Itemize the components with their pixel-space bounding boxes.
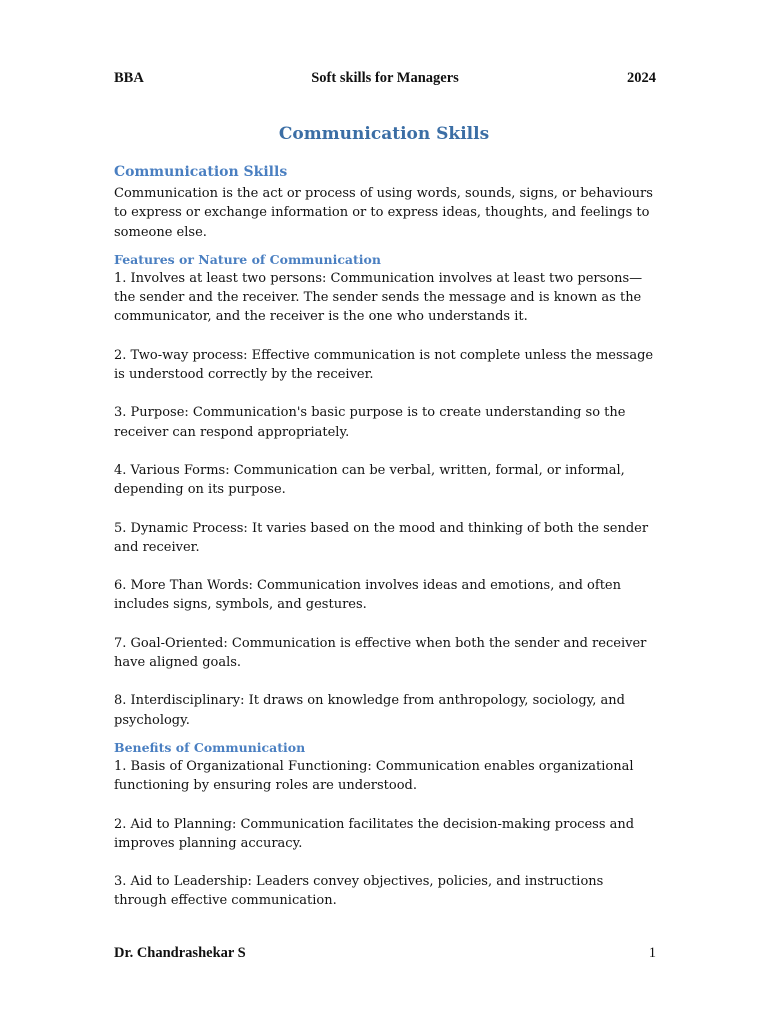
feature-item: 6. More Than Words: Communication involves ideas and emotions, and often includes signs, symbols, and gestures. — [114, 578, 621, 613]
intro-heading: Communication Skills — [114, 164, 288, 180]
header-subject: Soft skills for Managers — [311, 70, 459, 86]
benefits-heading: Benefits of Communication — [114, 739, 306, 755]
feature-item: 5. Dynamic Process: It varies based on the mood and thinking of both the sender and receiver. — [114, 520, 649, 555]
intro-paragraph: Communication is the act or process of using words, sounds, signs, or behaviours to express or exchange information or to express ideas, thoughts, and feelings to someone else. — [114, 186, 653, 240]
feature-item: 8. Interdisciplinary: It draws on knowledge from anthropology, sociology, and psychology. — [114, 693, 625, 728]
feature-item: 4. Various Forms: Communication can be verbal, written, formal, or informal, depending on its purpose. — [114, 462, 625, 498]
header-year: 2024 — [627, 70, 656, 86]
running-footer — [114, 945, 656, 962]
feature-item: 2. Two-way process: Effective communication is not complete unless the message is understood correctly by the receiver. — [114, 347, 654, 383]
running-header — [114, 70, 656, 87]
footer-author: Dr. Chandrashekar S — [114, 945, 246, 961]
document-body — [114, 163, 656, 911]
document-title: Communication Skills — [278, 124, 490, 144]
benefit-item: 1. Basis of Organizational Functioning: Communication enables organizational functioning by ensuring roles are understood. — [114, 758, 634, 794]
feature-item: 1. Involves at least two persons: Communication involves at least two persons—the sender and the receiver. The sender sends the message and is known as the communicator, and the receiver is the one who understands it. — [114, 270, 643, 325]
benefit-item: 2. Aid to Planning: Communication facilitates the decision-making process and improves planning accuracy. — [114, 816, 635, 851]
features-heading: Features or Nature of Communication — [114, 251, 381, 267]
benefits-list — [114, 757, 656, 911]
page-number: 1 — [648, 945, 656, 961]
benefit-item: 3. Aid to Leadership: Leaders convey objectives, policies, and instructions through effective communication. — [114, 874, 604, 909]
feature-item: 7. Goal-Oriented: Communication is effective when both the sender and receiver have aligned goals. — [114, 635, 647, 671]
features-list — [114, 269, 656, 730]
header-course: BBA — [114, 70, 144, 86]
feature-item: 3. Purpose: Communication's basic purpose is to create understanding so the receiver can respond appropriately. — [114, 405, 626, 440]
